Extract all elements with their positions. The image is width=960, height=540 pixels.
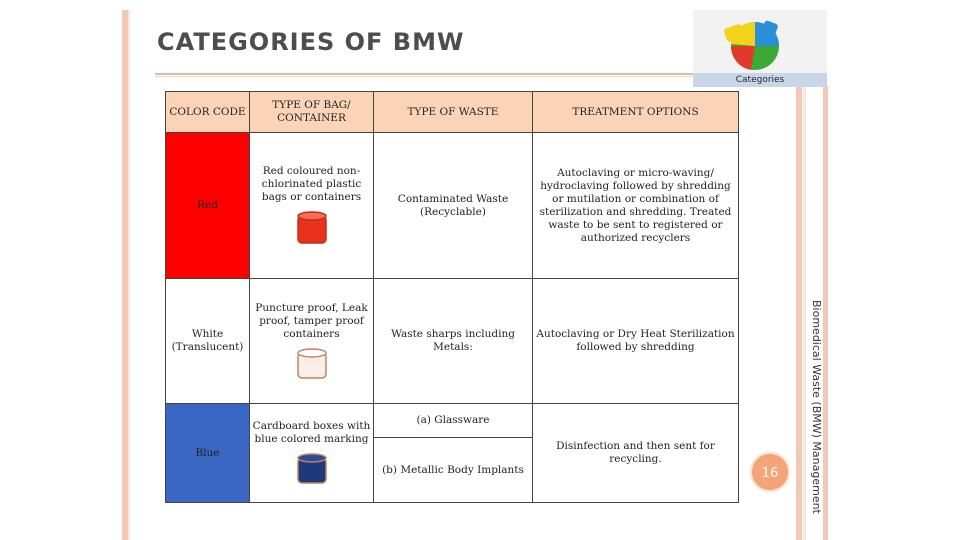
treatment-cell: Autoclaving or Dry Heat Sterilization followed by shredding bbox=[533, 279, 739, 404]
color-cell-red bbox=[166, 133, 250, 279]
table-row bbox=[166, 279, 739, 404]
waste-cell: Contaminated Waste (Recyclable) bbox=[374, 133, 533, 279]
color-label: White (Translucent) bbox=[171, 328, 244, 353]
table-header-row bbox=[166, 92, 739, 133]
header-treatment: TREATMENT OPTIONS bbox=[533, 92, 739, 133]
header-waste-type: TYPE OF WASTE bbox=[374, 92, 533, 133]
color-label: Blue bbox=[195, 446, 220, 459]
puzzle-pie-icon bbox=[693, 10, 827, 73]
slide-title: CATEGORIES OF BMW bbox=[157, 28, 465, 56]
container-text: Cardboard boxes with blue colored marking bbox=[252, 420, 371, 445]
bmw-categories-table bbox=[165, 91, 739, 503]
color-cell-white bbox=[166, 279, 250, 404]
container-text: Puncture proof, Leak proof, tamper proof containers bbox=[255, 301, 368, 340]
side-caption-text: Biomedical Waste (BMW) Management bbox=[810, 300, 823, 514]
waste-cell: Waste sharps including Metals: bbox=[374, 279, 533, 404]
waste-cell-glassware: (a) Glassware bbox=[374, 404, 533, 438]
blue-bin-icon bbox=[295, 452, 329, 486]
color-label: Red bbox=[197, 199, 218, 211]
header-bag-container: TYPE OF BAG/ CONTAINER bbox=[250, 92, 374, 133]
page-number-badge: 16 bbox=[750, 452, 790, 492]
logo-caption: Categories bbox=[693, 73, 827, 87]
side-caption bbox=[808, 300, 824, 514]
table-row bbox=[166, 404, 739, 438]
white-bin-icon bbox=[295, 347, 329, 381]
table-row bbox=[166, 133, 739, 279]
container-cell bbox=[250, 404, 374, 503]
left-border-inner bbox=[128, 10, 130, 540]
container-cell bbox=[250, 279, 374, 404]
waste-cell-implants: (b) Metallic Body Implants bbox=[374, 438, 533, 503]
categories-logo bbox=[693, 10, 827, 87]
red-bin-icon bbox=[295, 210, 329, 246]
treatment-cell: Autoclaving or micro-waving/ hydroclaving followed by shredding or mutilation or combination of sterilization and shredding. Treated waste to be sent to registered or authorized recyclers bbox=[533, 133, 739, 279]
header-color-code: COLOR CODE bbox=[166, 92, 250, 133]
container-cell bbox=[250, 133, 374, 279]
treatment-cell: Disinfection and then sent for recycling. bbox=[533, 404, 739, 503]
color-cell-blue bbox=[166, 404, 250, 503]
container-text: Red coloured non-chlorinated plastic bags or containers bbox=[261, 165, 362, 203]
